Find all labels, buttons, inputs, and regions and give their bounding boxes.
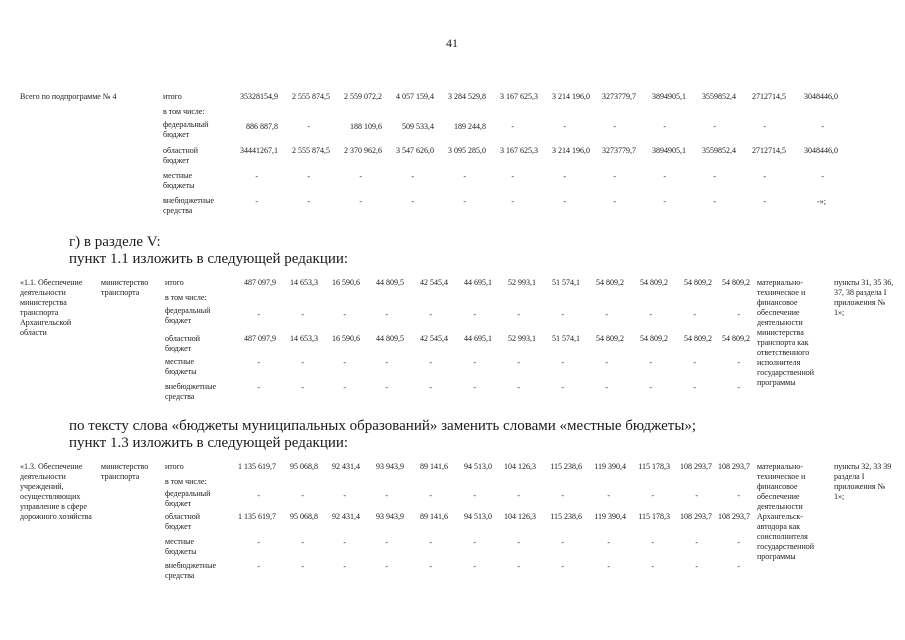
label-total: итого — [163, 92, 182, 101]
cell: 115 178,3 — [638, 462, 670, 471]
cell: - — [429, 538, 432, 547]
cell: 886 887,8 — [246, 122, 278, 131]
cell: 3 167 625,3 — [500, 146, 538, 155]
cell: 93 943,9 — [376, 462, 404, 471]
cell: 3048446,0 — [804, 92, 838, 101]
cell: 52 993,1 — [508, 278, 536, 287]
cell: - — [359, 172, 362, 181]
cell: 2712714,5 — [752, 146, 786, 155]
cell: - — [343, 538, 346, 547]
cell: - — [473, 310, 476, 319]
cell: - — [385, 383, 388, 392]
cell: - — [301, 538, 304, 547]
cell: 51 574,1 — [552, 334, 580, 343]
page-number: 41 — [446, 36, 458, 50]
cell: 34441267,1 — [240, 146, 278, 155]
cell: - — [563, 122, 566, 131]
cell: 94 513,0 — [464, 512, 492, 521]
cell: - — [649, 310, 652, 319]
cell: 108 293,7 — [680, 462, 712, 471]
cell: - — [511, 122, 514, 131]
cell: - — [737, 562, 740, 571]
cell: 2 555 874,5 — [292, 92, 330, 101]
cell: 42 545,4 — [420, 334, 448, 343]
label-total: итого — [165, 462, 184, 471]
cell: - — [563, 197, 566, 206]
cell: 3273779,7 — [602, 92, 636, 101]
cell: - — [713, 197, 716, 206]
cell: - — [257, 358, 260, 367]
cell: - — [473, 383, 476, 392]
label-regional: областной бюджет — [165, 512, 201, 531]
cell: 54 809,2 — [722, 278, 750, 287]
cell: - — [651, 538, 654, 547]
cell: - — [737, 383, 740, 392]
cell: 3048446,0 — [804, 146, 838, 155]
cell: - — [613, 122, 616, 131]
cell: - — [359, 197, 362, 206]
cell: - — [563, 172, 566, 181]
cell: 115 238,6 — [550, 462, 582, 471]
cell: - — [385, 562, 388, 571]
cell: - — [517, 310, 520, 319]
cell: 4 057 159,4 — [396, 92, 434, 101]
cell: 14 653,3 — [290, 278, 318, 287]
section-heading: г) в разделе V: — [69, 234, 161, 250]
cell: - — [613, 172, 616, 181]
cell: - — [693, 310, 696, 319]
cell: 44 695,1 — [464, 278, 492, 287]
replace-paragraph: по тексту слова «бюджеты муниципальных образований» заменить словами «местные бюджеты»; — [69, 418, 697, 434]
cell: 54 809,2 — [640, 334, 668, 343]
cell: - — [561, 383, 564, 392]
label-incl: в том числе: — [163, 107, 205, 116]
cell: - — [257, 491, 260, 500]
cell: 3 214 196,0 — [552, 92, 590, 101]
cell: 44 809,5 — [376, 278, 404, 287]
cell: 92 431,4 — [332, 512, 360, 521]
cell: - — [763, 122, 766, 131]
cell: - — [695, 538, 698, 547]
cell: 108 293,7 — [718, 462, 750, 471]
cell: - — [763, 197, 766, 206]
cell: - — [607, 491, 610, 500]
label-regional: областной бюджет — [165, 334, 201, 353]
label-regional: областной бюджет — [163, 146, 199, 165]
cell: 108 293,7 — [718, 512, 750, 521]
cell: 1 135 619,7 — [238, 462, 276, 471]
cell: 42 545,4 — [420, 278, 448, 287]
cell: - — [561, 310, 564, 319]
cell: 95 068,8 — [290, 512, 318, 521]
subprogram-4-title: Всего по подпрограмме № 4 — [20, 92, 117, 101]
cell: 119 390,4 — [594, 512, 626, 521]
cell: 1 135 619,7 — [238, 512, 276, 521]
item-executor: министерство транспорта — [101, 462, 149, 481]
cell: - — [473, 358, 476, 367]
cell: - — [411, 197, 414, 206]
cell: - — [473, 491, 476, 500]
cell: 16 590,6 — [332, 334, 360, 343]
label-offbudget: внебюджетные средства — [165, 561, 216, 580]
cell: 54 809,2 — [684, 334, 712, 343]
cell: - — [737, 310, 740, 319]
cell: 3 284 529,8 — [448, 92, 486, 101]
cell: - — [301, 383, 304, 392]
cell: 3894905,1 — [652, 146, 686, 155]
cell: - — [517, 562, 520, 571]
cell: 3894905,1 — [652, 92, 686, 101]
cell: - — [343, 310, 346, 319]
label-offbudget: внебюджетные средства — [163, 196, 214, 215]
cell: - — [561, 358, 564, 367]
cell: - — [257, 383, 260, 392]
cell: 115 178,3 — [638, 512, 670, 521]
cell: - — [517, 538, 520, 547]
cell: 95 068,8 — [290, 462, 318, 471]
cell: - — [473, 562, 476, 571]
cell: - — [561, 538, 564, 547]
cell: - — [301, 491, 304, 500]
cell: 52 993,1 — [508, 334, 536, 343]
label-federal: федеральный бюджет — [165, 489, 211, 508]
cell: - — [607, 538, 610, 547]
cell: - — [695, 491, 698, 500]
cell: 3 214 196,0 — [552, 146, 590, 155]
cell: 3273779,7 — [602, 146, 636, 155]
cell: - — [663, 172, 666, 181]
cell: - — [429, 383, 432, 392]
cell: - — [255, 197, 258, 206]
cell: - — [763, 172, 766, 181]
label-incl: в том числе: — [165, 477, 207, 486]
cell: 108 293,7 — [680, 512, 712, 521]
cell: 3 167 625,3 — [500, 92, 538, 101]
item-result: материально-техническое и финансовое обеспечение деятельности Архангельск-автодора как соисполнителя государственной программы — [757, 462, 815, 561]
cell: - — [605, 358, 608, 367]
label-federal: федеральный бюджет — [165, 306, 211, 325]
item-executor: министерство транспорта — [101, 278, 149, 297]
cell: 54 809,2 — [684, 278, 712, 287]
cell: - — [713, 172, 716, 181]
cell: - — [385, 310, 388, 319]
cell: - — [429, 491, 432, 500]
cell: - — [561, 562, 564, 571]
cell: - — [663, 122, 666, 131]
cell: - — [511, 172, 514, 181]
cell: - — [343, 358, 346, 367]
cell: - — [257, 562, 260, 571]
item-name: «1.3. Обеспечение деятельности учреждений, осуществляющих управление в сфере дорожного хозяйства — [20, 462, 92, 521]
cell: 54 809,2 — [596, 334, 624, 343]
cell: - — [343, 562, 346, 571]
cell: - — [561, 491, 564, 500]
cell: 487 097,9 — [244, 278, 276, 287]
cell: - — [473, 538, 476, 547]
cell: - — [343, 383, 346, 392]
cell: - — [429, 358, 432, 367]
cell: - — [385, 538, 388, 547]
cell: - — [613, 197, 616, 206]
cell: - — [517, 358, 520, 367]
cell: 51 574,1 — [552, 278, 580, 287]
cell: - — [411, 172, 414, 181]
cell: 14 653,3 — [290, 334, 318, 343]
label-local: местные бюджеты — [165, 357, 197, 376]
cell: - — [737, 491, 740, 500]
cell: - — [695, 562, 698, 571]
cell: 2 370 962,6 — [344, 146, 382, 155]
cell: - — [307, 122, 310, 131]
label-offbudget: внебюджетные средства — [165, 382, 216, 401]
label-local: местные бюджеты — [163, 171, 195, 190]
cell: - — [257, 538, 260, 547]
cell: 44 695,1 — [464, 334, 492, 343]
cell: 3 547 626,0 — [396, 146, 434, 155]
cell: - — [301, 562, 304, 571]
cell: 3 095 285,0 — [448, 146, 486, 155]
instruction-heading: пункт 1.1 изложить в следующей редакции: — [69, 251, 349, 267]
cell: - — [511, 197, 514, 206]
cell: - — [607, 562, 610, 571]
label-local: местные бюджеты — [165, 537, 197, 556]
cell: - — [301, 358, 304, 367]
cell: - — [517, 383, 520, 392]
item-name: «1.1. Обеспечение деятельности министерства транспорта Архангельской области — [20, 278, 83, 337]
cell: - — [517, 491, 520, 500]
item-links: пункты 31, 35 36, 37, 38 раздела I приложения № 1»; — [834, 278, 894, 317]
cell: - — [429, 562, 432, 571]
label-federal: федеральный бюджет — [163, 120, 209, 139]
cell: 119 390,4 — [594, 462, 626, 471]
cell: - — [255, 172, 258, 181]
cell: - — [385, 358, 388, 367]
cell: - — [693, 383, 696, 392]
cell: - — [651, 562, 654, 571]
cell: - — [693, 358, 696, 367]
cell: 2712714,5 — [752, 92, 786, 101]
cell: 2 559 072,2 — [344, 92, 382, 101]
cell: - — [307, 172, 310, 181]
cell: - — [649, 383, 652, 392]
cell: - — [385, 491, 388, 500]
cell: 3559852,4 — [702, 92, 736, 101]
cell: - — [463, 172, 466, 181]
cell: 487 097,9 — [244, 334, 276, 343]
cell: - — [257, 310, 260, 319]
cell: - — [663, 197, 666, 206]
cell: 93 943,9 — [376, 512, 404, 521]
cell: - — [737, 358, 740, 367]
cell: 2 555 874,5 — [292, 146, 330, 155]
cell: 35328154,9 — [240, 92, 278, 101]
cell: - — [713, 122, 716, 131]
item-links: пункты 32, 33 39 раздела I приложения № 1»; — [834, 462, 892, 501]
label-total: итого — [165, 278, 184, 287]
cell: 89 141,6 — [420, 462, 448, 471]
cell: - — [737, 538, 740, 547]
cell: - — [301, 310, 304, 319]
cell: 54 809,2 — [640, 278, 668, 287]
cell: 94 513,0 — [464, 462, 492, 471]
label-incl: в том числе: — [165, 293, 207, 302]
cell: 89 141,6 — [420, 512, 448, 521]
cell: - — [307, 197, 310, 206]
cell: 189 244,8 — [454, 122, 486, 131]
cell: 16 590,6 — [332, 278, 360, 287]
cell: - — [463, 197, 466, 206]
cell: - — [649, 358, 652, 367]
cell: 3559852,4 — [702, 146, 736, 155]
cell: 509 533,4 — [402, 122, 434, 131]
cell: - — [605, 383, 608, 392]
cell: 54 809,2 — [722, 334, 750, 343]
cell: - — [821, 122, 824, 131]
cell: 104 126,3 — [504, 512, 536, 521]
instruction-paragraph: пункт 1.3 изложить в следующей редакции: — [69, 435, 349, 451]
cell: - — [651, 491, 654, 500]
cell: 188 109,6 — [350, 122, 382, 131]
cell: 54 809,2 — [596, 278, 624, 287]
item-result: материально-техническое и финансовое обеспечение деятельности министерства транспорта как ответственного исполнителя государственной программы — [757, 278, 815, 387]
cell: - — [605, 310, 608, 319]
cell: 104 126,3 — [504, 462, 536, 471]
cell: 44 809,5 — [376, 334, 404, 343]
cell: 92 431,4 — [332, 462, 360, 471]
cell: -»; — [817, 197, 826, 206]
cell: - — [429, 310, 432, 319]
cell: - — [821, 172, 824, 181]
cell: - — [343, 491, 346, 500]
cell: 115 238,6 — [550, 512, 582, 521]
